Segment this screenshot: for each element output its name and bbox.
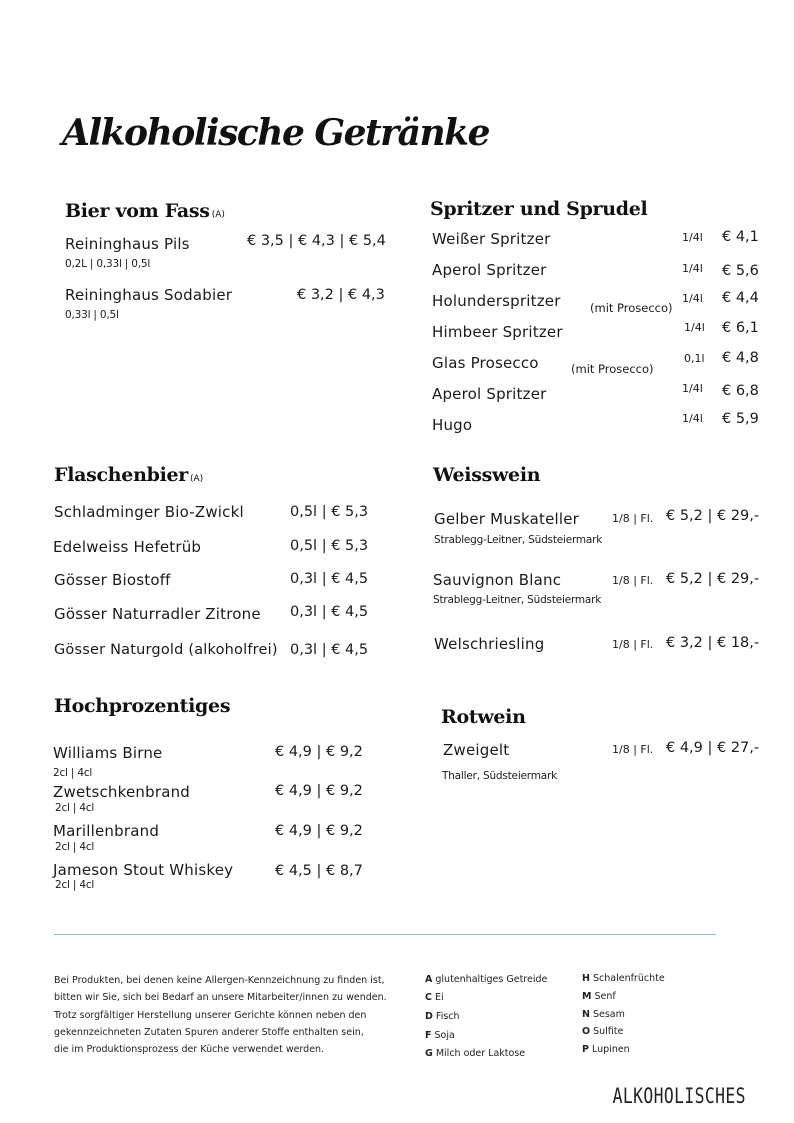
- menu-item-price: 0,5l | € 5,3: [290, 504, 369, 520]
- menu-item-name: Schladminger Bio-Zwickl: [54, 503, 244, 521]
- menu-item-name: Williams Birne: [53, 744, 163, 762]
- menu-item-qty: 1/8 | Fl.: [612, 743, 654, 756]
- allergen-notice-line: gekennzeichneten Zutaten Spuren anderer Stoffe enthalten sein,: [54, 1026, 364, 1038]
- allergen-legend-code: D: [425, 1011, 433, 1022]
- menu-item-origin: Strablegg-Leitner, Südsteiermark: [433, 594, 602, 606]
- menu-item-price: € 4,9 | € 27,-: [666, 740, 760, 756]
- menu-item-price: € 4,8: [722, 350, 759, 366]
- allergen-legend-entry: [425, 1030, 455, 1041]
- menu-item-price: 0,3l | € 4,5: [290, 642, 369, 658]
- menu-item-note: (mit Prosecco): [571, 362, 654, 376]
- menu-item-sizes: 0,33l | 0,5l: [65, 309, 119, 321]
- menu-item-name: Holunderspritzer: [432, 292, 561, 310]
- allergen-legend-code: F: [425, 1030, 432, 1041]
- allergen-code: (A): [211, 210, 225, 220]
- menu-item-price: € 6,8: [722, 383, 759, 399]
- menu-item-note: (mit Prosecco): [590, 301, 673, 315]
- allergen-legend-label: Sulfite: [593, 1026, 624, 1037]
- allergen-legend-code: G: [425, 1048, 433, 1059]
- menu-item-name: Jameson Stout Whiskey: [53, 861, 234, 879]
- menu-item-name: Sauvignon Blanc: [433, 571, 562, 589]
- allergen-legend-label: glutenhaltiges Getreide: [435, 974, 548, 985]
- allergen-notice-line: Bei Produkten, bei denen keine Allergen-Kennzeichnung zu finden ist,: [54, 975, 385, 986]
- menu-item-price: 0,3l | € 4,5: [290, 571, 369, 587]
- allergen-legend-label: Milch oder Laktose: [435, 1048, 526, 1059]
- menu-item-name: Aperol Spritzer: [432, 261, 547, 279]
- menu-item-qty: 1/4l: [682, 292, 703, 305]
- menu-item-name: Zweigelt: [443, 741, 510, 759]
- page-label: ALKOHOLISCHES: [612, 1084, 746, 1108]
- menu-item-qty: 0,1l: [684, 352, 705, 365]
- allergen-notice-line: bitten wir Sie, sich bei Bedarf an unsere Mitarbeiter/innen zu wenden.: [54, 992, 387, 1004]
- section-heading-weisswein: Weisswein: [433, 464, 541, 486]
- menu-item-sizes: 2cl | 4cl: [53, 767, 93, 779]
- menu-item-name: Zwetschkenbrand: [53, 783, 191, 801]
- menu-item-name: Edelweiss Hefetrüb: [53, 538, 202, 556]
- allergen-legend-label: Soja: [434, 1030, 455, 1041]
- allergen-legend-entry: [425, 1048, 525, 1059]
- menu-item-price: € 4,9 | € 9,2: [275, 823, 363, 839]
- menu-item-sizes: 0,2L | 0,33l | 0,5l: [65, 258, 151, 270]
- allergen-legend-code: O: [582, 1026, 591, 1037]
- menu-item-name: Marillenbrand: [53, 822, 160, 840]
- menu-item-origin: Thaller, Südsteiermark: [442, 770, 557, 782]
- allergen-legend-code: M: [582, 991, 592, 1002]
- menu-item-price: 0,5l | € 5,3: [290, 538, 369, 554]
- allergen-legend-entry: [582, 1009, 625, 1020]
- menu-item-name: Welschriesling: [434, 635, 545, 653]
- menu-item-price: € 6,1: [722, 320, 759, 336]
- menu-item-qty: 1/4l: [682, 231, 703, 244]
- section-heading-rotwein: Rotwein: [441, 706, 526, 728]
- section-heading-flaschenbier: [54, 464, 203, 486]
- allergen-legend-label: Schalenfrüchte: [592, 973, 665, 984]
- allergen-legend-label: Fisch: [435, 1011, 460, 1022]
- allergen-legend-label: Ei: [435, 992, 444, 1003]
- allergen-legend-entry: [582, 1026, 623, 1037]
- menu-item-qty: 1/8 | Fl.: [612, 574, 654, 587]
- menu-item-name: Himbeer Spritzer: [432, 323, 563, 341]
- menu-item-price: € 5,9: [722, 411, 759, 427]
- menu-item-name: Weißer Spritzer: [432, 230, 551, 248]
- menu-item-sizes: 2cl | 4cl: [55, 879, 95, 891]
- allergen-legend-code: N: [582, 1009, 590, 1020]
- menu-item-origin: Strablegg-Leitner, Südsteiermark: [434, 534, 603, 546]
- allergen-legend-label: Lupinen: [592, 1044, 630, 1055]
- allergen-legend-entry: [425, 1011, 460, 1022]
- allergen-legend-label: Senf: [594, 991, 616, 1002]
- section-heading-spritzer: Spritzer und Sprudel: [430, 198, 648, 220]
- allergen-notice-line: Trotz sorgfältiger Herstellung unserer Gerichte können neben den: [54, 1009, 367, 1021]
- menu-item-price: € 4,9 | € 9,2: [275, 744, 363, 760]
- menu-item-price: € 4,4: [722, 290, 759, 306]
- allergen-legend-code: A: [425, 974, 433, 985]
- menu-item-sizes: 2cl | 4cl: [55, 841, 95, 853]
- menu-item-name: Reininghaus Pils: [65, 235, 190, 253]
- menu-item-name: Glas Prosecco: [432, 354, 539, 372]
- allergen-legend-code: H: [582, 973, 590, 984]
- menu-item-price: € 3,5 | € 4,3 | € 5,4: [247, 233, 386, 249]
- menu-item-name: Gösser Naturgold (alkoholfrei): [54, 642, 278, 658]
- menu-item-price: € 5,6: [722, 263, 759, 279]
- section-heading-bier-vom-fass: [65, 200, 225, 222]
- menu-item-price: € 4,1: [722, 229, 759, 245]
- menu-item-sizes: 2cl | 4cl: [55, 802, 95, 814]
- footer-divider: [54, 934, 716, 935]
- menu-item-qty: 1/4l: [684, 321, 705, 334]
- menu-item-qty: 1/4l: [682, 412, 703, 425]
- menu-item-name: Gösser Biostoff: [54, 571, 171, 589]
- menu-item-qty: 1/4l: [682, 262, 703, 275]
- section-heading-hochprozentiges: Hochprozentiges: [54, 695, 231, 717]
- menu-item-qty: 1/8 | Fl.: [612, 512, 654, 525]
- allergen-notice: [54, 972, 414, 1058]
- menu-item-name: Aperol Spritzer: [432, 385, 547, 403]
- allergen-legend-entry: [582, 973, 665, 984]
- menu-item-name: Hugo: [432, 416, 473, 434]
- menu-item-name: Reininghaus Sodabier: [65, 286, 233, 304]
- menu-item-name: Gelber Muskateller: [434, 510, 580, 528]
- menu-item-price: € 5,2 | € 29,-: [666, 508, 760, 524]
- menu-item-price: € 3,2 | € 18,-: [666, 635, 760, 651]
- allergen-legend-entry: [582, 1044, 630, 1055]
- allergen-legend-entry: [582, 991, 616, 1002]
- menu-item-price: 0,3l | € 4,5: [290, 604, 369, 620]
- allergen-legend-entry: [425, 992, 444, 1003]
- menu-item-name: Gösser Naturradler Zitrone: [54, 605, 261, 623]
- allergen-legend-label: Sesam: [592, 1009, 625, 1020]
- menu-item-qty: 1/4l: [682, 382, 703, 395]
- menu-item-qty: 1/8 | Fl.: [612, 638, 654, 651]
- menu-item-price: € 4,9 | € 9,2: [275, 783, 363, 799]
- allergen-legend-code: P: [582, 1044, 589, 1055]
- allergen-legend-entry: [425, 974, 547, 985]
- allergen-notice-line: die im Produktionsprozess der Küche verwendet werden.: [54, 1044, 325, 1056]
- allergen-code: (A): [190, 474, 204, 484]
- allergen-legend-code: C: [425, 992, 432, 1003]
- menu-item-price: € 5,2 | € 29,-: [666, 571, 760, 587]
- menu-item-price: € 3,2 | € 4,3: [297, 287, 385, 303]
- menu-item-price: € 4,5 | € 8,7: [275, 863, 363, 879]
- section-heading-label: Bier vom Fass: [65, 200, 210, 222]
- page-title: Alkoholische Getränke: [62, 112, 489, 154]
- section-heading-label: Flaschenbier: [54, 464, 189, 486]
